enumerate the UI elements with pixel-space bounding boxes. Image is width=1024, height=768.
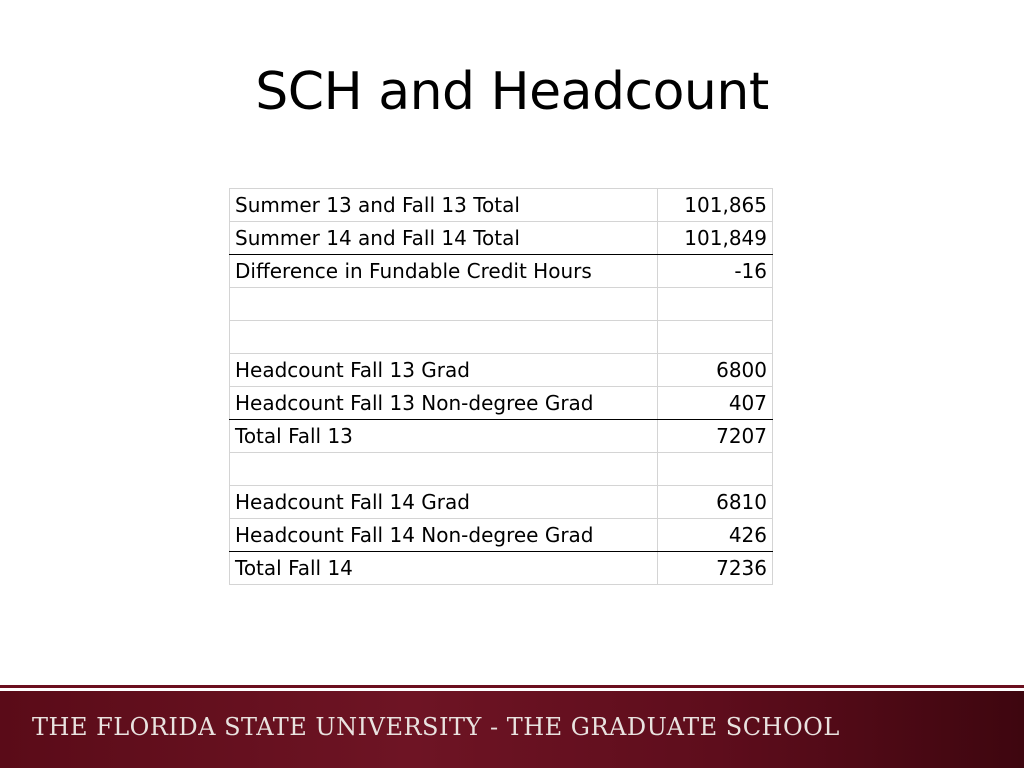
row-value: 101,865 xyxy=(658,189,773,222)
row-label: Headcount Fall 14 Grad xyxy=(230,486,658,519)
row-value: 6800 xyxy=(658,354,773,387)
table-row xyxy=(230,420,773,453)
table-row xyxy=(230,387,773,420)
table-row xyxy=(230,354,773,387)
table-row xyxy=(230,189,773,222)
row-value: 407 xyxy=(658,387,773,420)
table-row xyxy=(230,486,773,519)
table-row xyxy=(230,321,773,354)
row-value: 6810 xyxy=(658,486,773,519)
row-label: Difference in Fundable Credit Hours xyxy=(230,255,658,288)
table-row xyxy=(230,552,773,585)
row-value: 426 xyxy=(658,519,773,552)
row-label: Headcount Fall 13 Non-degree Grad xyxy=(230,387,658,420)
table-row xyxy=(230,453,773,486)
row-label xyxy=(230,288,658,321)
row-value: -16 xyxy=(658,255,773,288)
row-label: Total Fall 13 xyxy=(230,420,658,453)
row-value xyxy=(658,453,773,486)
table-row xyxy=(230,222,773,255)
row-label xyxy=(230,453,658,486)
table-row xyxy=(230,255,773,288)
slide-title: SCH and Headcount xyxy=(255,62,769,122)
data-table xyxy=(229,188,773,585)
table-row xyxy=(230,288,773,321)
row-value xyxy=(658,288,773,321)
row-value: 7207 xyxy=(658,420,773,453)
footer-text: THE FLORIDA STATE UNIVERSITY - THE GRADUATE SCHOOL xyxy=(32,713,840,741)
row-value: 7236 xyxy=(658,552,773,585)
row-label xyxy=(230,321,658,354)
row-label: Headcount Fall 13 Grad xyxy=(230,354,658,387)
footer-banner xyxy=(0,691,1024,768)
table-row xyxy=(230,519,773,552)
row-label: Summer 13 and Fall 13 Total xyxy=(230,189,658,222)
row-label: Summer 14 and Fall 14 Total xyxy=(230,222,658,255)
row-label: Total Fall 14 xyxy=(230,552,658,585)
row-value xyxy=(658,321,773,354)
row-value: 101,849 xyxy=(658,222,773,255)
footer-divider xyxy=(0,685,1024,688)
row-label: Headcount Fall 14 Non-degree Grad xyxy=(230,519,658,552)
